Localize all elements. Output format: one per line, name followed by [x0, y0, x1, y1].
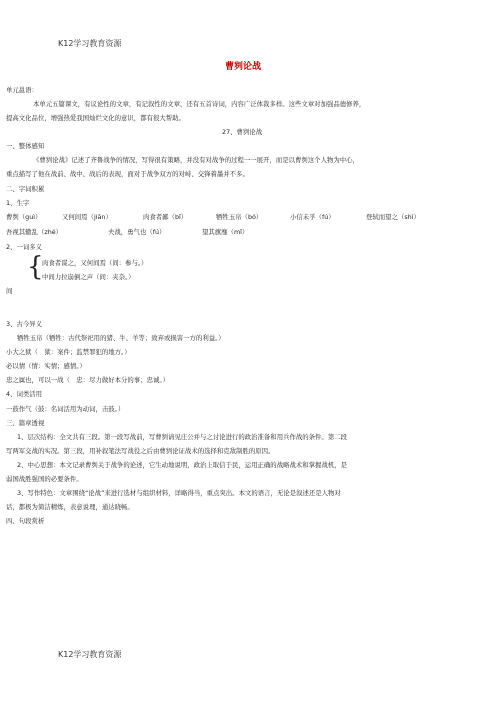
page-header: K12学习教育资源	[58, 39, 122, 48]
analysis-style-line-1: 3、写作特色：文章围绕“论战”来进行选材与组织材料，详略得当，重点突出。本文的语言，无论是叙述还是人物对	[17, 489, 341, 497]
polysemy-usage-2: 中间力拉崩倒之声（间：夹杂。）	[42, 273, 135, 281]
lesson-title: 27、曹刿论战	[222, 128, 263, 136]
article-title: 曹刿论战	[225, 62, 262, 72]
char-item: 望其旗靡（mǐ）	[202, 228, 249, 236]
section-heading-1: 一、整体感知	[6, 142, 45, 150]
overview-line-1: 《曹刿论战》记述了齐鲁战争的情况，写得很有策略，并没有对战争的过程一一展开，而是以曹刿这个人物为中心，	[33, 156, 359, 164]
overview-line-2: 重点描写了他在战前、战中、战后的表现，面对于战争双方的对峙、交锋着墨并不多。	[6, 170, 249, 178]
ancient-modern-item: 忠之属也，可以一战（ 忠：尽力做好本分的事；忠诚。）	[6, 376, 169, 384]
char-item: 夫战，勇气也（fú）	[108, 228, 166, 236]
polysemy-usage-1: 肉食者谋之，又何间焉（间：参与。）	[42, 259, 148, 267]
subheading-word-usage: 4、词类活用	[6, 390, 43, 398]
analysis-structure-line-2: 写两军交战的实况。第三段，用补叙笔法写战役之后由曹刿论证战术的选择和克敌制胜的原因。	[6, 447, 275, 455]
polysemy-word: 间	[6, 287, 13, 295]
ancient-modern-item: 小大之狱（ 狱：案件；监禁罪犯的地方。）	[6, 348, 131, 356]
analysis-structure-line-1: 1、层次结构：全文共有三段。第一段写战前，写曹刿请见庄公并与之讨论进行的政治准备和用兵作战的条件。第二段	[17, 433, 347, 441]
char-item: 牺牲玉帛（bó）	[216, 213, 263, 221]
unit-paragraph-line-2: 提高文化品位，增强热爱我国灿烂文化的意识，都有很大帮助。	[6, 114, 185, 122]
char-item: 吾视其辙乱（zhé）	[6, 228, 63, 236]
section-heading-4: 四、句段赏析	[6, 517, 45, 525]
subheading-ancient-modern: 3、古今异义	[6, 320, 43, 328]
unit-paragraph-line-1: 本单元五篇课文，有议论性的文章，有记叙性的文章，还有五首诗词，内容广泛体裁多样。这些文章对加强品德修养，	[33, 100, 366, 108]
subheading-new-chars: 1、生字	[6, 199, 30, 207]
analysis-style-line-2: 话，都极为简洁精炼，表意说理，通达晓畅。	[6, 503, 134, 511]
char-item: 肉食者鄙（bǐ）	[143, 213, 188, 221]
analysis-theme-line-2: 弱国战胜强国的必要条件。	[6, 475, 83, 483]
char-item: 曹刿（guì）	[6, 213, 42, 221]
analysis-theme-line-1: 2、中心思想：本文记录曹刿关于战争的论述，它生动地说明，政治上取信于民，运用正确的战略战术和掌握战机，是	[17, 461, 347, 469]
section-heading-2: 二、字词积累	[6, 185, 45, 193]
char-item: 又何间焉（jiān）	[62, 213, 112, 221]
page-footer: K12学习教育资源	[58, 650, 122, 659]
subheading-polysemy: 2、一词多义	[6, 243, 43, 251]
ancient-modern-item: 必以情（情：实情；感情。）	[6, 362, 86, 370]
char-item: 小信未孚（fú）	[290, 213, 335, 221]
ancient-modern-item: 牺牲玉帛（牺牲：古代祭祀用的猪、牛、羊等；致弃或损害一方的利益。）	[17, 334, 225, 342]
word-usage-item: 一鼓作气（鼓：名词活用为动词，击鼓。）	[6, 405, 125, 413]
section-heading-3: 三、篇章透视	[6, 419, 45, 427]
curly-brace-icon: {	[27, 252, 44, 282]
unit-label: 单元邕语：	[6, 86, 38, 94]
char-item: 登轼而望之（shì）	[366, 213, 420, 221]
